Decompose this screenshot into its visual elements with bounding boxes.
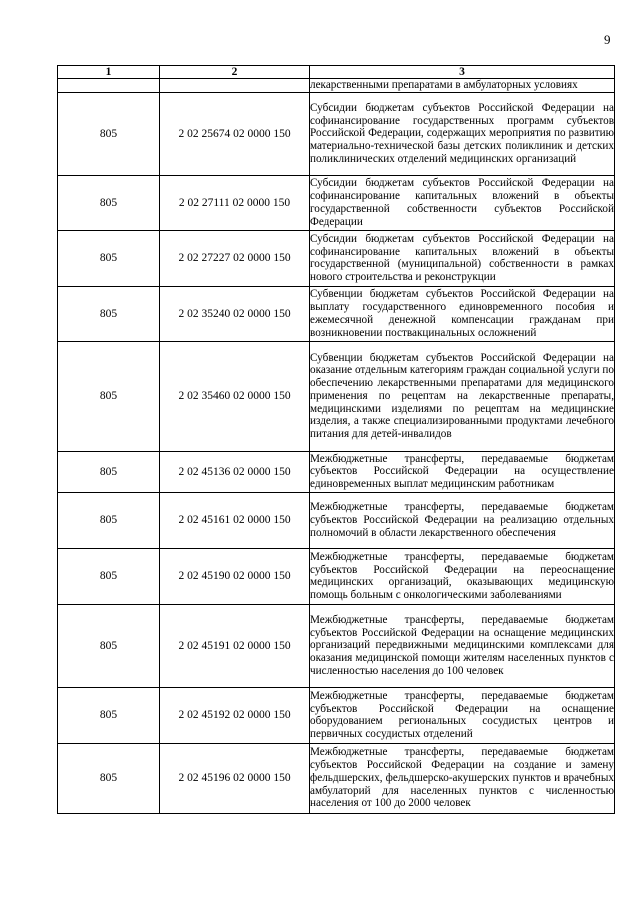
description-cell: Межбюджетные трансферты, передаваемые бюджетам субъектов Российской Федерации на реализацию отдельных полномочий в области лекарственного обеспечения [310, 492, 615, 548]
admin-code-cell: 805 [58, 175, 160, 230]
admin-code-cell: 805 [58, 492, 160, 548]
revenue-codes-table [57, 65, 615, 814]
description-cell: Субсидии бюджетам субъектов Российской Федерации на софинансирование государственных программ субъектов Российской Федерации, содержащих мероприятия по развитию материально-технической базы детских поликлиник и детских поликлинических отделений медицинских организаций [310, 92, 615, 175]
description-cell: Межбюджетные трансферты, передаваемые бюджетам субъектов Российской Федерации на создание и замену фельдшерских, фельдшерско-акушерских пунктов и врачебных амбулаторий для населенных пунктов с численностью населения от 100 до 2000 человек [310, 743, 615, 813]
budget-code-cell: 2 02 45190 02 0000 150 [160, 548, 310, 604]
admin-code-cell: 805 [58, 286, 160, 341]
empty-cell [58, 79, 160, 93]
budget-code-cell: 2 02 27111 02 0000 150 [160, 175, 310, 230]
table-row [58, 175, 615, 230]
description-cell: Субсидии бюджетам субъектов Российской Федерации на софинансирование капитальных вложений в объекты государственной (муниципальной) собственности в рамках нового строительства и реконструкции [310, 230, 615, 286]
continuation-text: лекарственными препаратами в амбулаторных условиях [310, 79, 615, 93]
budget-code-cell: 2 02 45196 02 0000 150 [160, 743, 310, 813]
continuation-row [58, 79, 615, 93]
admin-code-cell: 805 [58, 743, 160, 813]
description-cell: Субсидии бюджетам субъектов Российской Федерации на софинансирование капитальных вложений в объекты государственной собственности субъектов Российской Федерации [310, 175, 615, 230]
budget-code-cell: 2 02 27227 02 0000 150 [160, 230, 310, 286]
description-cell: Межбюджетные трансферты, передаваемые бюджетам субъектов Российской Федерации на оснащение оборудованием региональных сосудистых центров и первичных сосудистых отделений [310, 687, 615, 743]
budget-code-cell: 2 02 45136 02 0000 150 [160, 451, 310, 492]
page-number: 9 [604, 32, 611, 47]
table-row [58, 451, 615, 492]
table-row [58, 92, 615, 175]
budget-code-cell: 2 02 45161 02 0000 150 [160, 492, 310, 548]
table-row [58, 492, 615, 548]
table-row [58, 687, 615, 743]
column-header-3: 3 [310, 66, 615, 79]
admin-code-cell: 805 [58, 687, 160, 743]
column-header-1: 1 [58, 66, 160, 79]
table-header-row [58, 66, 615, 79]
description-cell: Субвенции бюджетам субъектов Российской Федерации на оказание отдельным категориям граждан социальной услуги по обеспечению лекарственными препаратами для медицинского применения по рецептам на лекарственные препараты, медицинскими изделиями по рецептам на медицинские изделия, а также специализированными продуктами лечебного питания для детей-инвалидов [310, 341, 615, 451]
column-header-2: 2 [160, 66, 310, 79]
description-cell: Межбюджетные трансферты, передаваемые бюджетам субъектов Российской Федерации на переоснащение медицинских организаций, оказывающих медицинскую помощь больным с онкологическими заболеваниями [310, 548, 615, 604]
budget-code-cell: 2 02 25674 02 0000 150 [160, 92, 310, 175]
budget-code-cell: 2 02 35460 02 0000 150 [160, 341, 310, 451]
description-cell: Межбюджетные трансферты, передаваемые бюджетам субъектов Российской Федерации на оснащение медицинских организаций передвижными медицинскими комплексами для оказания медицинской помощи жителям населенных пунктов с численностью населения до 100 человек [310, 604, 615, 687]
admin-code-cell: 805 [58, 604, 160, 687]
table-row [58, 286, 615, 341]
admin-code-cell: 805 [58, 92, 160, 175]
table-row [58, 548, 615, 604]
description-cell: Межбюджетные трансферты, передаваемые бюджетам субъектов Российской Федерации на осуществление единовременных выплат медицинским работникам [310, 451, 615, 492]
admin-code-cell: 805 [58, 451, 160, 492]
budget-code-cell: 2 02 35240 02 0000 150 [160, 286, 310, 341]
description-cell: Субвенции бюджетам субъектов Российской Федерации на выплату государственного единовременного пособия и ежемесячной денежной компенсации гражданам при возникновении поствакцинальных осложнений [310, 286, 615, 341]
budget-code-cell: 2 02 45191 02 0000 150 [160, 604, 310, 687]
table-row [58, 743, 615, 813]
table-row [58, 604, 615, 687]
table-row [58, 341, 615, 451]
table-row [58, 230, 615, 286]
empty-cell [160, 79, 310, 93]
admin-code-cell: 805 [58, 548, 160, 604]
budget-code-cell: 2 02 45192 02 0000 150 [160, 687, 310, 743]
admin-code-cell: 805 [58, 230, 160, 286]
admin-code-cell: 805 [58, 341, 160, 451]
